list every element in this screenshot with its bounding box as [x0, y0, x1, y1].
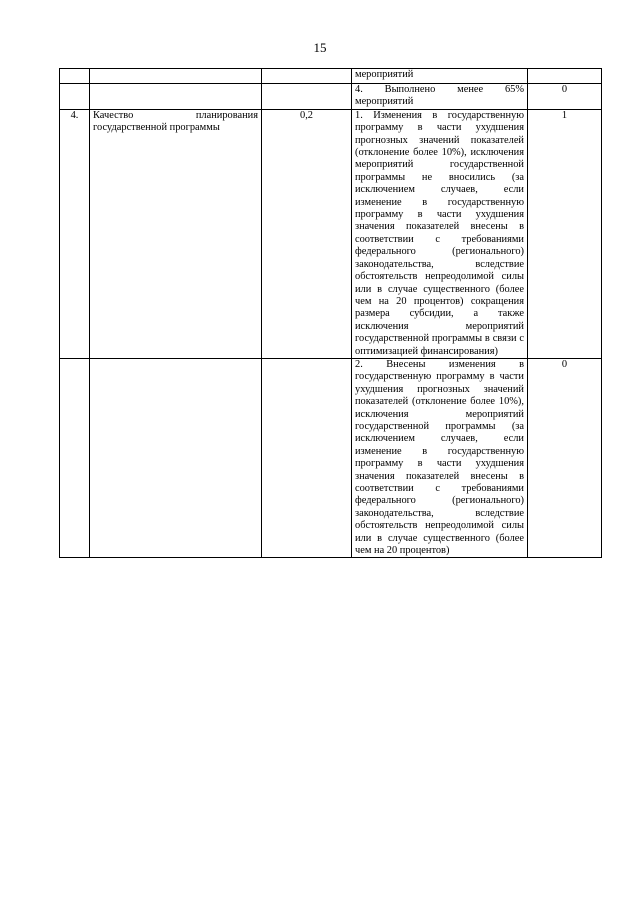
indicator-name-cell — [90, 358, 262, 558]
table-row — [60, 84, 602, 110]
page-number: 15 — [313, 40, 327, 55]
score-cell — [528, 69, 602, 84]
row-number-cell — [60, 69, 90, 84]
criterion-cell: мероприятий — [352, 69, 528, 84]
weight-cell — [262, 69, 352, 84]
table-row — [60, 109, 602, 358]
criterion-cell: 4. Выполнено менее 65% мероприятий — [352, 84, 528, 110]
criterion-cell: 2. Внесены изменения в государственную программу в части ухудшения прогнозных значений показателей (отклонение более 10%), исключения мероприятий государственной программы (за исключением случаев, если изменение в государственную программу в части ухудшения значения показателей внесены в соответствии с требованиями федерального (регионального) законодательства, вследствие обстоятельств непреодолимой силы или в случае существенного (более чем на 20 процентов) — [352, 358, 528, 558]
indicator-name-cell: Качество планирования государственной программы — [90, 109, 262, 358]
table-row — [60, 358, 602, 558]
table-row — [60, 69, 602, 84]
row-number-cell: 4. — [60, 109, 90, 358]
score-cell: 0 — [528, 358, 602, 558]
indicator-name-cell — [90, 69, 262, 84]
weight-cell — [262, 358, 352, 558]
row-number-cell — [60, 358, 90, 558]
weight-cell — [262, 84, 352, 110]
indicator-name-cell — [90, 84, 262, 110]
weight-cell: 0,2 — [262, 109, 352, 358]
criterion-cell: 1. Изменения в государственную программу в части ухудшения прогнозных значений показателей (отклонение более 10%), исключения мероприятий государственной программы не вносились (за исключением случаев, если изменение в государственную программу в части ухудшения значения показателей внесены в соответствии с требованиями федерального (регионального) законодательства, вследствие обстоятельств непреодолимой силы или в случае существенного (более чем на 20 процентов) сокращения размера субсидии, а также исключения мероприятий государственной программы в связи с оптимизацией финансирования) — [352, 109, 528, 358]
row-number-cell — [60, 84, 90, 110]
evaluation-table — [59, 68, 602, 558]
score-cell: 1 — [528, 109, 602, 358]
score-cell: 0 — [528, 84, 602, 110]
